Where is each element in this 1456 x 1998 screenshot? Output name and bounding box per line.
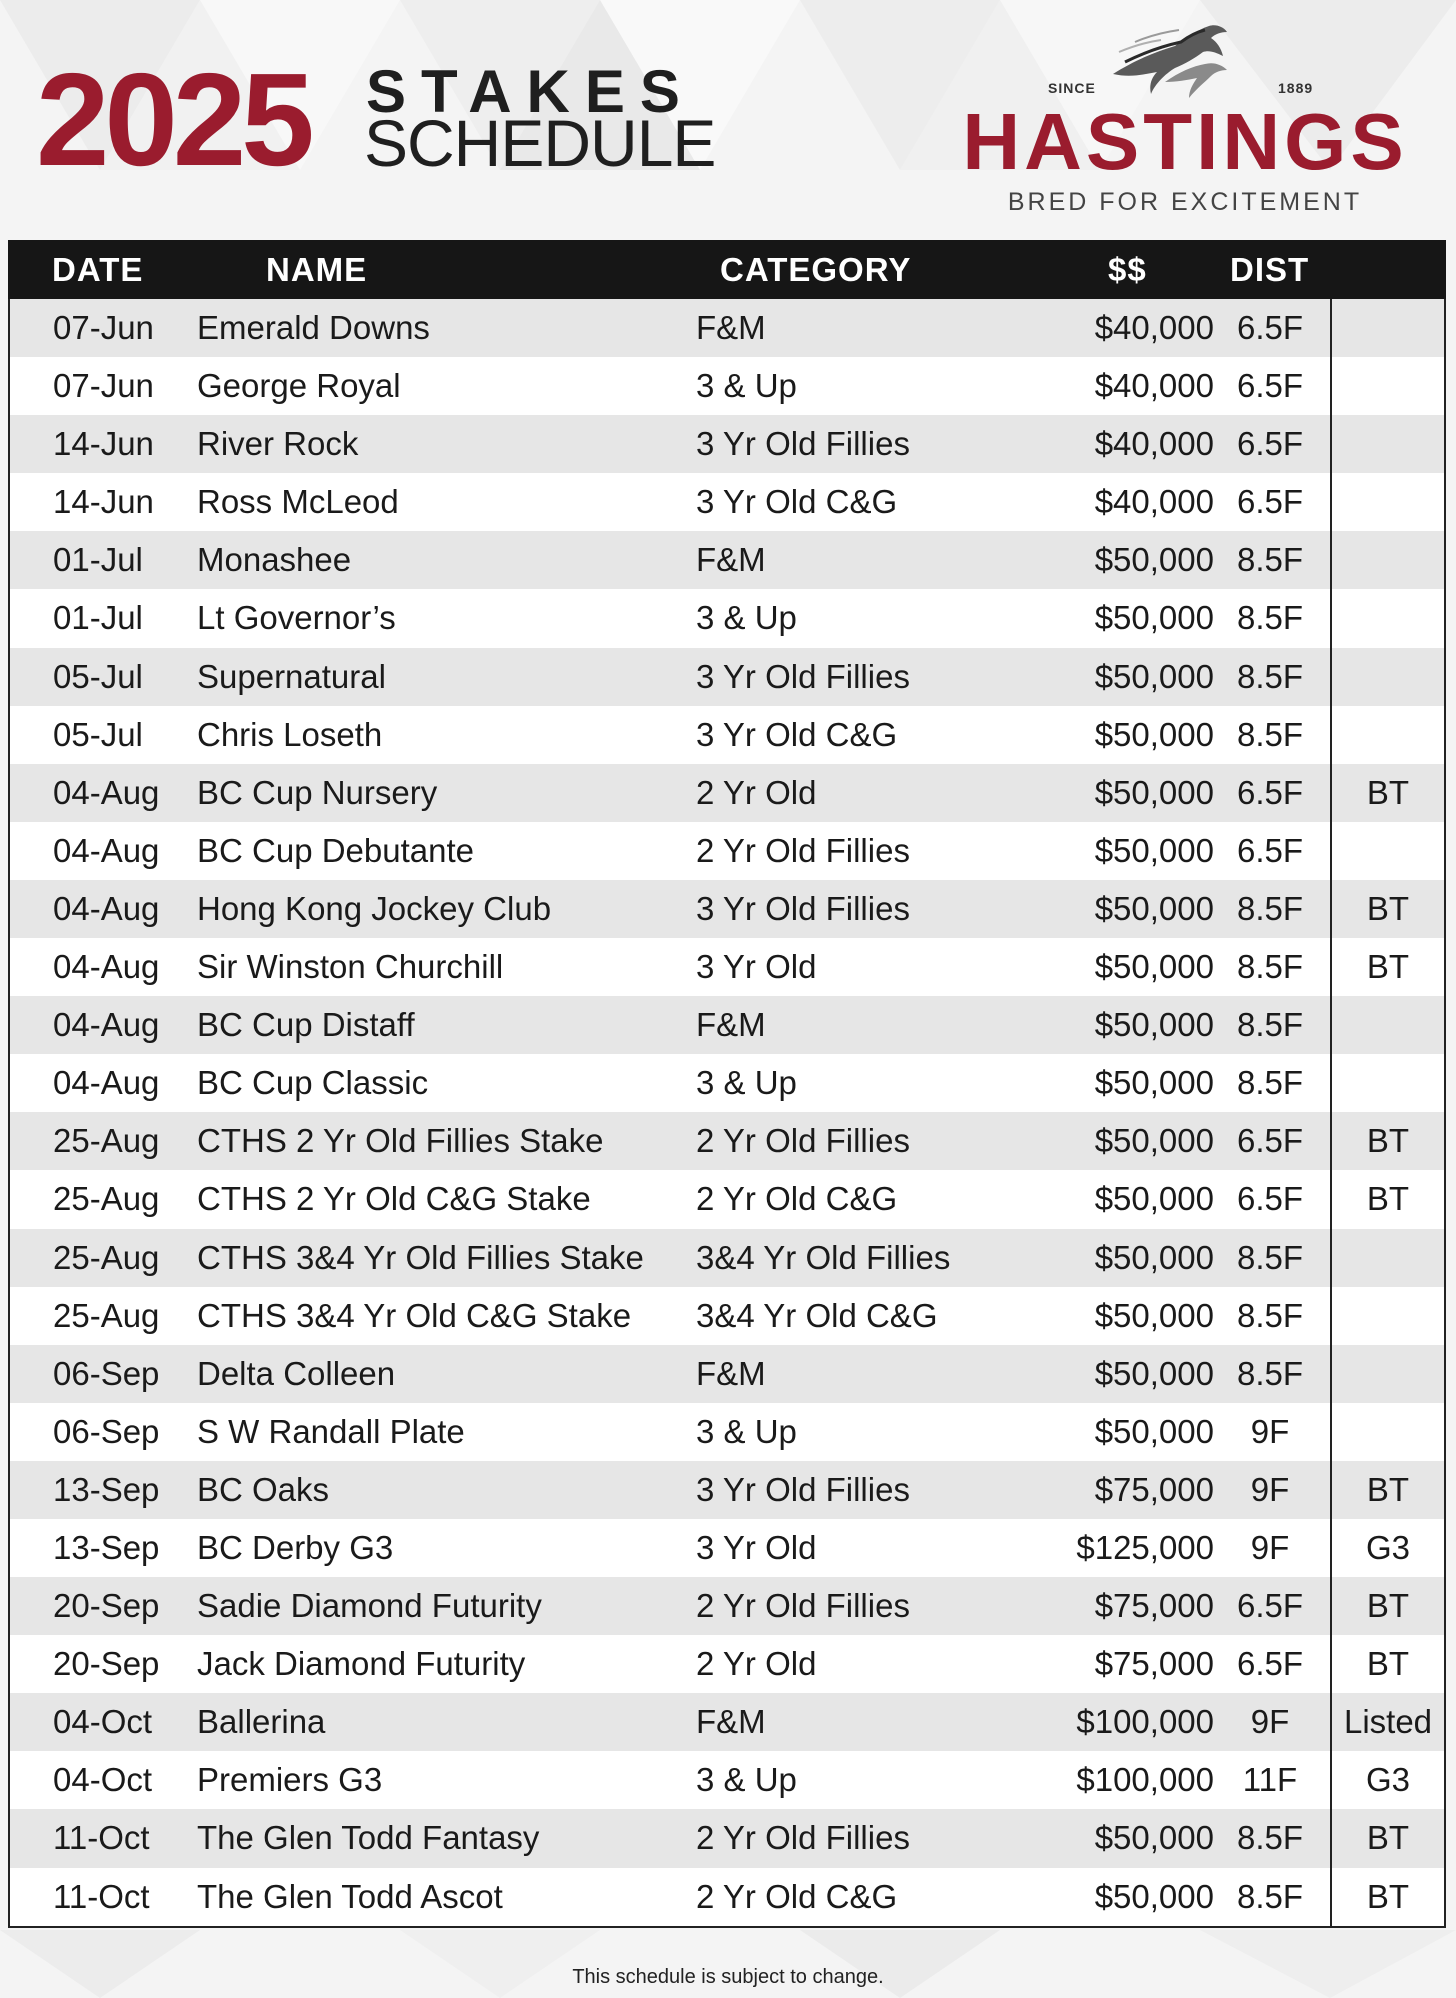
table-row bbox=[10, 938, 1444, 996]
table-row bbox=[10, 1519, 1444, 1577]
race-purse: $50,000 bbox=[1094, 1238, 1214, 1276]
race-distance: 6.5F bbox=[1236, 831, 1304, 869]
race-category: 3 Yr Old Fillies bbox=[696, 425, 910, 463]
race-purse: $50,000 bbox=[1094, 1296, 1214, 1334]
race-purse: $50,000 bbox=[1094, 1180, 1214, 1218]
race-category: 3 & Up bbox=[696, 367, 797, 405]
race-category: 3 Yr Old C&G bbox=[696, 715, 898, 753]
race-category: 3 Yr Old C&G bbox=[696, 483, 898, 521]
race-grade: BT bbox=[1366, 1877, 1410, 1915]
race-grade: BT bbox=[1366, 1819, 1410, 1857]
table-row bbox=[10, 880, 1444, 938]
race-grade bbox=[1332, 1287, 1444, 1345]
table-row bbox=[10, 1170, 1444, 1228]
race-grade: BT bbox=[1366, 1470, 1410, 1508]
table-row bbox=[10, 589, 1444, 647]
race-category: 3 & Up bbox=[696, 1412, 797, 1450]
race-name: S W Randall Plate bbox=[197, 1412, 465, 1450]
race-name: Supernatural bbox=[197, 657, 386, 695]
race-purse: $50,000 bbox=[1094, 831, 1214, 869]
race-date: 25-Aug bbox=[53, 1122, 160, 1160]
table-row bbox=[10, 1403, 1444, 1461]
race-purse: $50,000 bbox=[1094, 889, 1214, 927]
race-name: BC Cup Classic bbox=[197, 1064, 429, 1102]
race-category: 2 Yr Old Fillies bbox=[696, 831, 910, 869]
race-date: 04-Oct bbox=[53, 1761, 153, 1799]
race-category: F&M bbox=[696, 1354, 766, 1392]
race-date: 20-Sep bbox=[53, 1645, 160, 1683]
race-date: 13-Sep bbox=[53, 1470, 160, 1508]
race-grade: BT bbox=[1366, 1180, 1410, 1218]
table-row bbox=[10, 1751, 1444, 1809]
title-stakes: STAKES bbox=[366, 58, 695, 125]
table-header bbox=[8, 240, 1446, 299]
race-category: 2 Yr Old Fillies bbox=[696, 1819, 910, 1857]
race-purse: $50,000 bbox=[1094, 1354, 1214, 1392]
table-row bbox=[10, 1345, 1444, 1403]
race-purse: $50,000 bbox=[1094, 1006, 1214, 1044]
race-grade: BT bbox=[1366, 773, 1410, 811]
race-distance: 8.5F bbox=[1236, 1354, 1304, 1392]
column-header-purse: $$ bbox=[1108, 251, 1147, 288]
race-purse: $50,000 bbox=[1094, 1819, 1214, 1857]
title-schedule: SCHEDULE bbox=[364, 106, 716, 180]
race-purse: $75,000 bbox=[1094, 1470, 1214, 1508]
race-purse: $50,000 bbox=[1094, 1412, 1214, 1450]
race-purse: $50,000 bbox=[1094, 599, 1214, 637]
race-grade bbox=[1332, 531, 1444, 589]
race-grade: G3 bbox=[1365, 1528, 1411, 1566]
table-row bbox=[10, 1635, 1444, 1693]
table-row bbox=[10, 1809, 1444, 1867]
race-date: 05-Jul bbox=[53, 715, 143, 753]
race-name: The Glen Todd Ascot bbox=[197, 1877, 503, 1915]
race-purse: $75,000 bbox=[1094, 1645, 1214, 1683]
race-date: 01-Jul bbox=[53, 541, 143, 579]
race-purse: $50,000 bbox=[1094, 657, 1214, 695]
race-distance: 6.5F bbox=[1236, 425, 1304, 463]
race-category: 3 Yr Old bbox=[696, 948, 817, 986]
footnote: This schedule is subject to change. bbox=[572, 1966, 884, 1988]
race-distance: 8.5F bbox=[1236, 541, 1304, 579]
race-category: F&M bbox=[696, 309, 766, 346]
race-date: 04-Aug bbox=[53, 831, 160, 869]
race-name: Monashee bbox=[197, 541, 352, 579]
race-date: 01-Jul bbox=[53, 599, 143, 637]
race-purse: $40,000 bbox=[1094, 367, 1214, 405]
race-date: 04-Oct bbox=[53, 1703, 153, 1741]
racehorse-icon bbox=[1105, 12, 1235, 102]
race-distance: 8.5F bbox=[1236, 1877, 1304, 1915]
race-date: 14-Jun bbox=[53, 483, 154, 521]
race-name: Lt Governor’s bbox=[197, 599, 396, 637]
race-distance: 9F bbox=[1250, 1528, 1290, 1566]
race-category: 3 & Up bbox=[696, 1761, 797, 1799]
race-name: The Glen Todd Fantasy bbox=[197, 1819, 540, 1857]
race-name: Premiers G3 bbox=[197, 1761, 383, 1799]
race-name: BC Oaks bbox=[197, 1470, 330, 1508]
table-row bbox=[10, 531, 1444, 589]
column-header-date: DATE bbox=[52, 251, 144, 288]
race-grade bbox=[1332, 473, 1444, 531]
race-purse: $50,000 bbox=[1094, 948, 1214, 986]
race-category: F&M bbox=[696, 541, 766, 579]
race-purse: $125,000 bbox=[1076, 1528, 1214, 1566]
race-grade bbox=[1332, 1403, 1444, 1461]
race-distance: 8.5F bbox=[1236, 889, 1304, 927]
table-row bbox=[10, 1461, 1444, 1519]
race-distance: 6.5F bbox=[1236, 1645, 1304, 1683]
race-grade bbox=[1332, 357, 1444, 415]
race-distance: 6.5F bbox=[1236, 309, 1304, 346]
race-distance: 6.5F bbox=[1236, 483, 1304, 521]
logo-wordmark: HASTINGS bbox=[962, 97, 1408, 186]
race-grade: BT bbox=[1366, 889, 1410, 927]
race-category: 2 Yr Old bbox=[696, 773, 817, 811]
table-row bbox=[10, 822, 1444, 880]
race-grade bbox=[1332, 1229, 1444, 1287]
race-name: CTHS 2 Yr Old C&G Stake bbox=[197, 1180, 591, 1218]
race-name: Chris Loseth bbox=[197, 715, 383, 753]
race-grade bbox=[1332, 415, 1444, 473]
table-row bbox=[10, 1577, 1444, 1635]
race-date: 25-Aug bbox=[53, 1180, 160, 1218]
race-name: CTHS 2 Yr Old Fillies Stake bbox=[197, 1122, 604, 1160]
race-distance: 8.5F bbox=[1236, 1819, 1304, 1857]
table-row bbox=[10, 996, 1444, 1054]
race-date: 06-Sep bbox=[53, 1354, 160, 1392]
race-category: 3 & Up bbox=[696, 599, 797, 637]
table-row bbox=[10, 1868, 1444, 1926]
race-purse: $50,000 bbox=[1094, 1877, 1214, 1915]
race-date: 25-Aug bbox=[53, 1296, 160, 1334]
race-grade bbox=[1332, 822, 1444, 880]
race-category: 2 Yr Old C&G bbox=[696, 1180, 898, 1218]
race-grade bbox=[1332, 589, 1444, 647]
race-grade: Listed bbox=[1343, 1703, 1433, 1741]
race-distance: 8.5F bbox=[1236, 1006, 1304, 1044]
race-date: 25-Aug bbox=[53, 1238, 160, 1276]
schedule-year: 2025 bbox=[36, 46, 310, 193]
race-category: 2 Yr Old Fillies bbox=[696, 1122, 910, 1160]
race-category: 3 & Up bbox=[696, 1064, 797, 1102]
race-grade bbox=[1332, 1345, 1444, 1403]
race-purse: $50,000 bbox=[1094, 1064, 1214, 1102]
race-distance: 9F bbox=[1250, 1703, 1290, 1741]
race-name: Ballerina bbox=[197, 1703, 326, 1741]
race-grade: BT bbox=[1366, 1645, 1410, 1683]
race-distance: 8.5F bbox=[1236, 1064, 1304, 1102]
race-distance: 8.5F bbox=[1236, 657, 1304, 695]
race-name: BC Cup Debutante bbox=[197, 831, 475, 869]
race-name: River Rock bbox=[197, 425, 359, 463]
table-row bbox=[10, 473, 1444, 531]
race-purse: $100,000 bbox=[1076, 1703, 1214, 1741]
race-category: 3 Yr Old Fillies bbox=[696, 1470, 910, 1508]
race-category: 3 Yr Old bbox=[696, 1528, 817, 1566]
race-name: Ross McLeod bbox=[197, 483, 399, 521]
race-distance: 6.5F bbox=[1236, 773, 1304, 811]
race-category: F&M bbox=[696, 1006, 766, 1044]
race-category: 2 Yr Old C&G bbox=[696, 1877, 898, 1915]
race-distance: 8.5F bbox=[1236, 599, 1304, 637]
logo-tagline: BRED FOR EXCITEMENT bbox=[1007, 188, 1363, 216]
column-header-category: CATEGORY bbox=[720, 251, 912, 288]
race-date: 11-Oct bbox=[53, 1819, 150, 1857]
race-purse: $100,000 bbox=[1076, 1761, 1214, 1799]
table-row bbox=[10, 1693, 1444, 1751]
race-purse: $50,000 bbox=[1094, 1122, 1214, 1160]
race-grade: BT bbox=[1366, 948, 1410, 986]
race-category: 3&4 Yr Old Fillies bbox=[696, 1238, 951, 1276]
race-category: 3&4 Yr Old C&G bbox=[696, 1296, 938, 1334]
race-distance: 6.5F bbox=[1236, 367, 1304, 405]
race-date: 13-Sep bbox=[53, 1528, 160, 1566]
race-name: BC Cup Distaff bbox=[197, 1006, 415, 1044]
founded-year: 1889 bbox=[1278, 80, 1314, 96]
race-name: CTHS 3&4 Yr Old C&G Stake bbox=[197, 1296, 632, 1334]
column-header-distance: DIST bbox=[1230, 251, 1310, 288]
race-name: BC Cup Nursery bbox=[197, 773, 438, 811]
race-distance: 8.5F bbox=[1236, 715, 1304, 753]
race-name: Emerald Downs bbox=[197, 309, 430, 346]
race-grade bbox=[1332, 648, 1444, 706]
race-purse: $40,000 bbox=[1094, 425, 1214, 463]
race-distance: 6.5F bbox=[1236, 1180, 1304, 1218]
race-grade bbox=[1332, 706, 1444, 764]
race-date: 20-Sep bbox=[53, 1587, 160, 1625]
race-purse: $50,000 bbox=[1094, 541, 1214, 579]
race-category: F&M bbox=[696, 1703, 766, 1741]
race-distance: 6.5F bbox=[1236, 1122, 1304, 1160]
race-category: 2 Yr Old bbox=[696, 1645, 817, 1683]
column-header-name: NAME bbox=[266, 251, 368, 288]
race-distance: 9F bbox=[1250, 1412, 1290, 1450]
race-name: Delta Colleen bbox=[197, 1354, 396, 1392]
race-date: 06-Sep bbox=[53, 1412, 160, 1450]
table-row bbox=[10, 357, 1444, 415]
race-date: 04-Aug bbox=[53, 889, 160, 927]
race-grade: BT bbox=[1366, 1122, 1410, 1160]
race-grade bbox=[1332, 1054, 1444, 1112]
race-category: 2 Yr Old Fillies bbox=[696, 1587, 910, 1625]
race-name: CTHS 3&4 Yr Old Fillies Stake bbox=[197, 1238, 644, 1276]
race-name: George Royal bbox=[197, 367, 401, 405]
race-date: 05-Jul bbox=[53, 657, 143, 695]
race-distance: 9F bbox=[1250, 1470, 1290, 1508]
race-date: 04-Aug bbox=[53, 1064, 160, 1102]
since-label: SINCE bbox=[1048, 80, 1096, 96]
race-category: 3 Yr Old Fillies bbox=[696, 889, 910, 927]
race-purse: $75,000 bbox=[1094, 1587, 1214, 1625]
race-date: 04-Aug bbox=[53, 948, 160, 986]
race-grade: BT bbox=[1366, 1587, 1410, 1625]
race-grade: G3 bbox=[1365, 1761, 1411, 1799]
table-body bbox=[8, 299, 1446, 1928]
race-name: Sir Winston Churchill bbox=[197, 948, 504, 986]
race-distance: 8.5F bbox=[1236, 1238, 1304, 1276]
race-grade bbox=[1332, 996, 1444, 1054]
table-row bbox=[10, 1054, 1444, 1112]
race-date: 04-Aug bbox=[53, 773, 160, 811]
race-date: 07-Jun bbox=[53, 309, 154, 346]
table-row bbox=[10, 299, 1444, 357]
table-row bbox=[10, 415, 1444, 473]
table-row bbox=[10, 764, 1444, 822]
race-name: Sadie Diamond Futurity bbox=[197, 1587, 542, 1625]
race-distance: 11F bbox=[1242, 1761, 1298, 1799]
race-date: 07-Jun bbox=[53, 367, 154, 405]
race-date: 11-Oct bbox=[53, 1877, 150, 1915]
table-row bbox=[10, 1112, 1444, 1170]
table-row bbox=[10, 1229, 1444, 1287]
stakes-table bbox=[8, 240, 1446, 1928]
race-category: 3 Yr Old Fillies bbox=[696, 657, 910, 695]
race-purse: $40,000 bbox=[1094, 483, 1214, 521]
race-purse: $50,000 bbox=[1094, 715, 1214, 753]
table-row bbox=[10, 1287, 1444, 1345]
race-distance: 8.5F bbox=[1236, 1296, 1304, 1334]
race-distance: 8.5F bbox=[1236, 948, 1304, 986]
race-distance: 6.5F bbox=[1236, 1587, 1304, 1625]
race-purse: $50,000 bbox=[1094, 773, 1214, 811]
race-date: 14-Jun bbox=[53, 425, 154, 463]
race-purse: $40,000 bbox=[1094, 309, 1214, 346]
race-grade bbox=[1332, 299, 1444, 357]
table-row bbox=[10, 648, 1444, 706]
race-date: 04-Aug bbox=[53, 1006, 160, 1044]
race-name: Jack Diamond Futurity bbox=[197, 1645, 526, 1683]
page-header bbox=[0, 0, 1456, 238]
race-name: Hong Kong Jockey Club bbox=[197, 889, 552, 927]
table-row bbox=[10, 706, 1444, 764]
hastings-logo bbox=[950, 10, 1420, 215]
race-name: BC Derby G3 bbox=[197, 1528, 394, 1566]
